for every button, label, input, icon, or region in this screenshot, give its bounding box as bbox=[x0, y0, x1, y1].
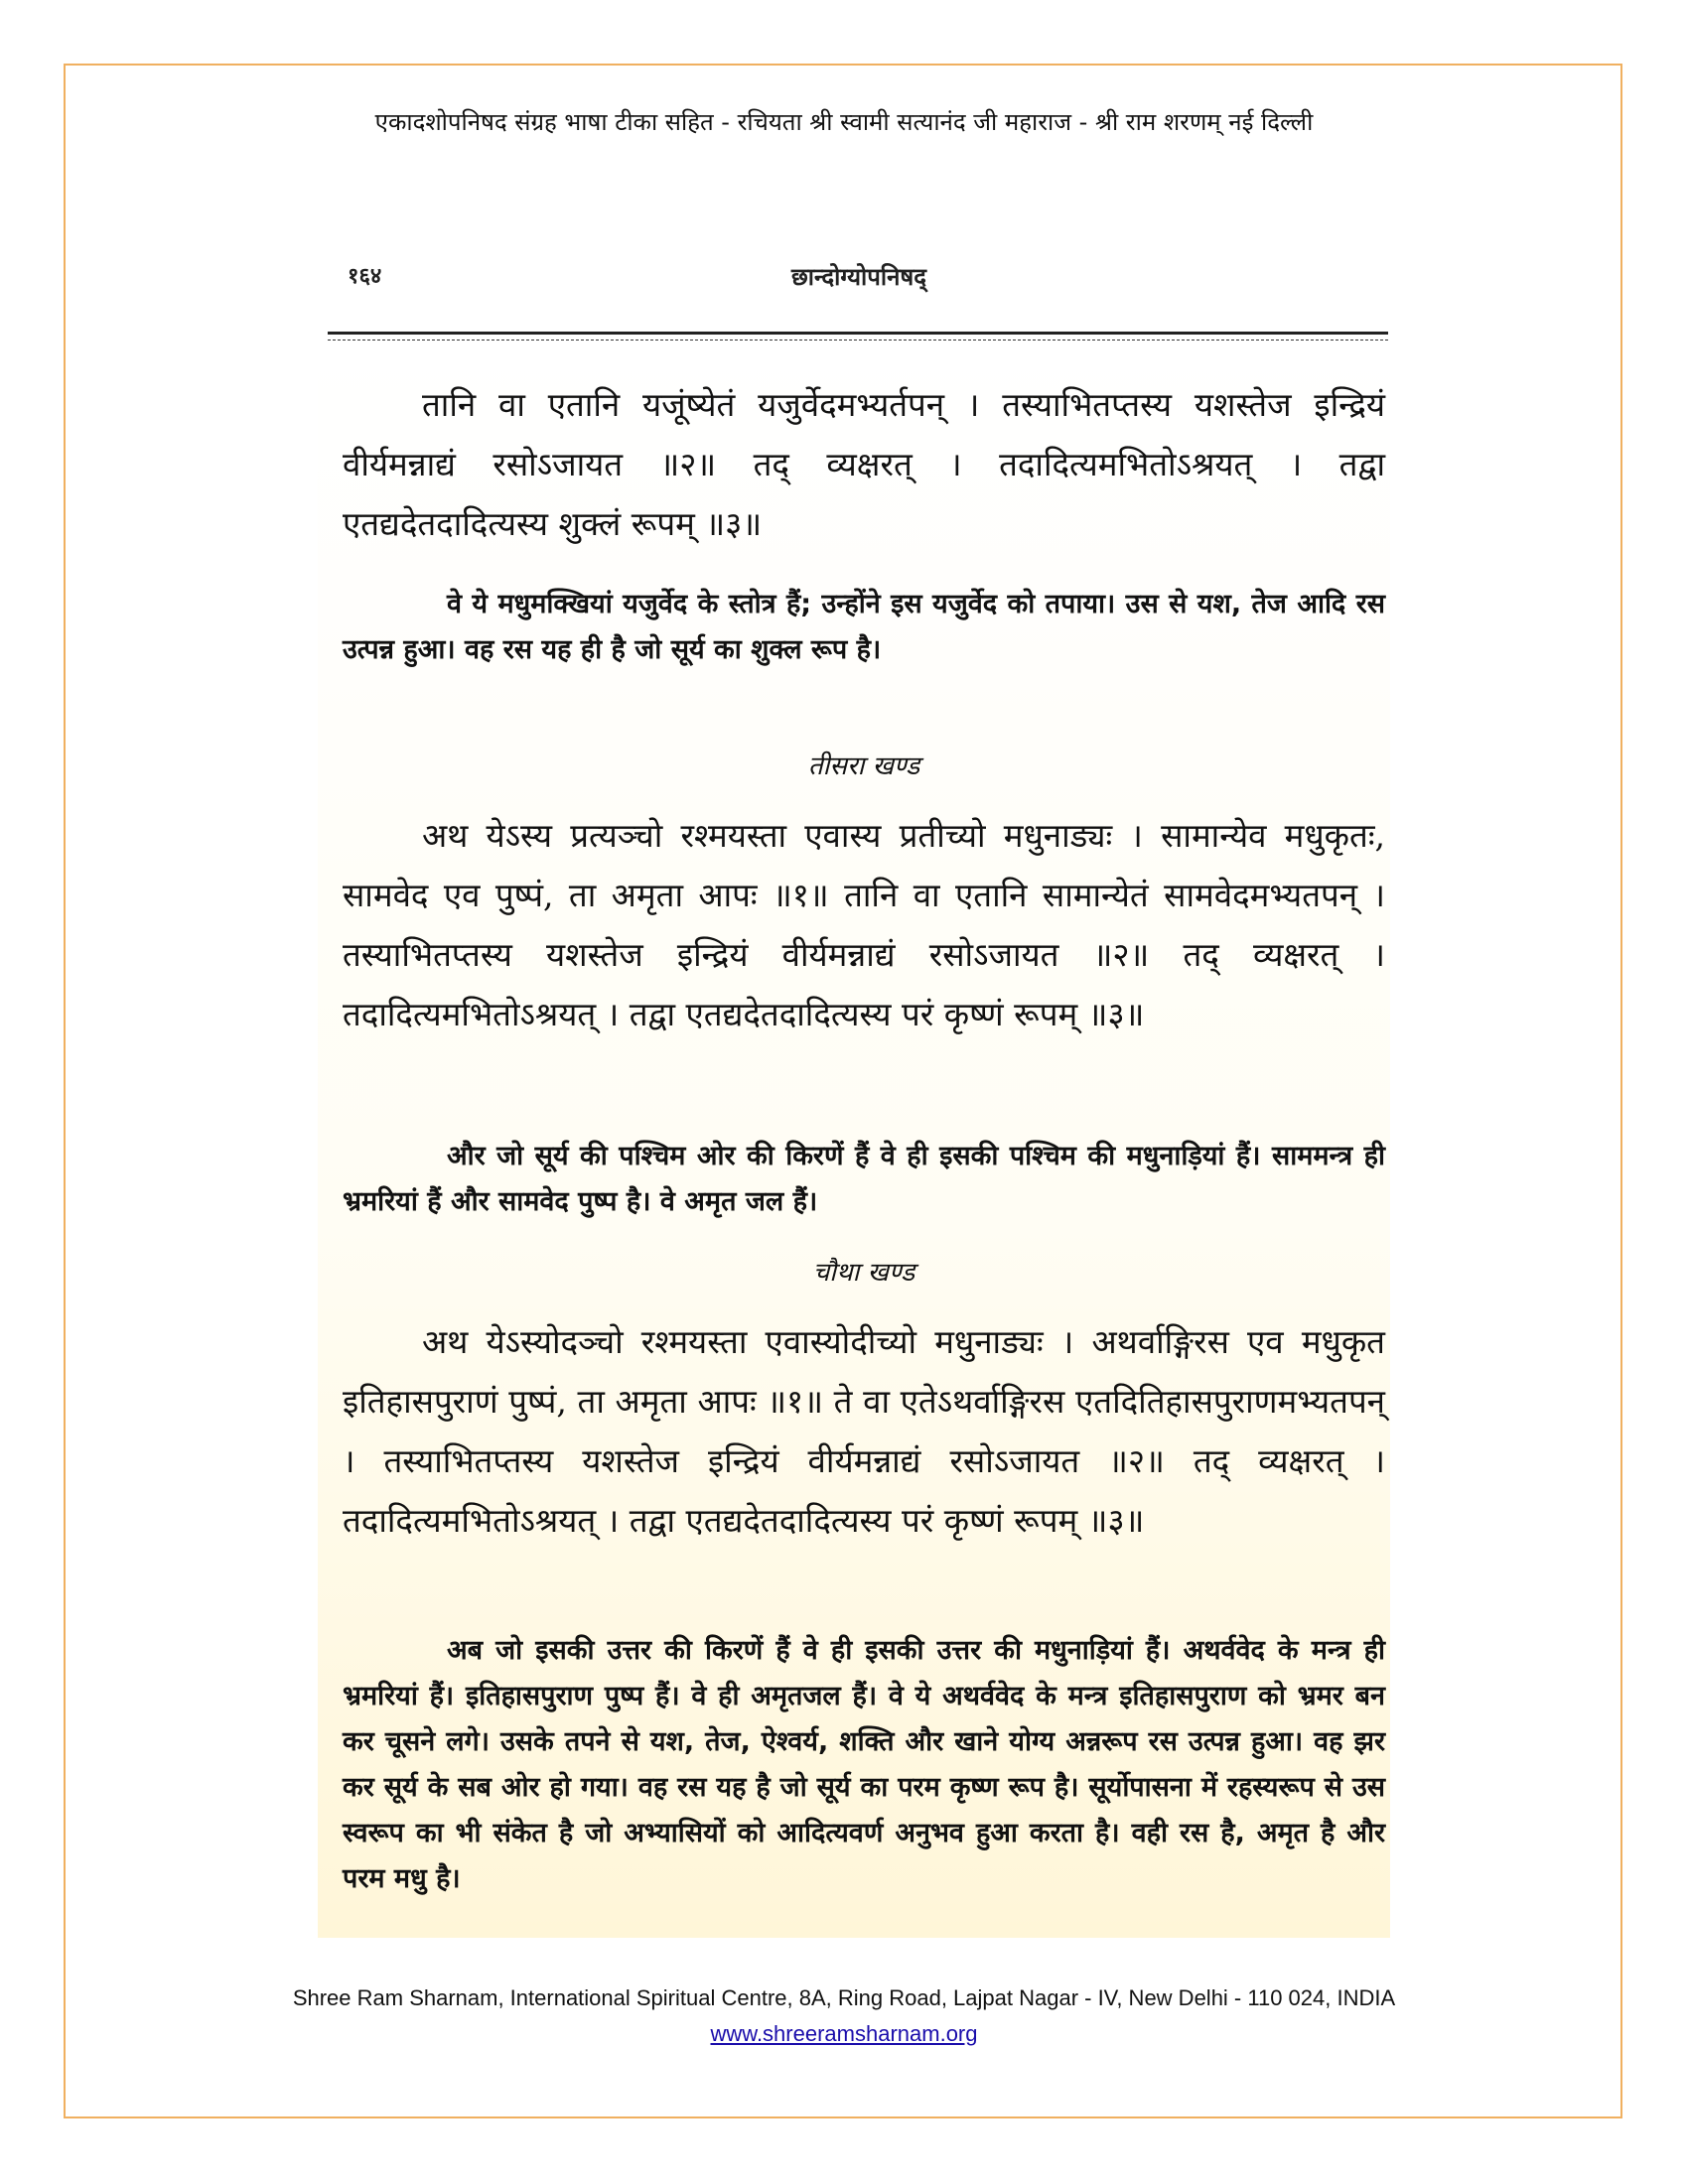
section-heading-4: चौथा खण्ड bbox=[812, 1258, 915, 1288]
header-rule-dashed bbox=[328, 340, 1388, 341]
hindi-translation-block-3: अब जो इसकी उत्तर की किरणें हैं वे ही इसकी उत्तर की मधुनाड़ियां हैं। अथर्ववेद के मन्त्र ही भ्रमरियां हैं। इतिहासपुराण पुष्प हैं। वे ही अमृतजल हैं। वे ये अथर्ववेद के मन्त्र इतिहासपुराण को भ्रमर बन कर चूसने लगे। उसके तपने से यश, तेज, ऐश्वर्य, शक्ति और खाने योग्य अन्नरूप रस उत्पन्न हुआ। वह झर कर सूर्य के सब ओर हो गया। वह रस यह है जो सूर्य का परम कृष्ण रूप है। सूर्योपासना में रहस्यरूप से उस स्वरूप का भी संकेत है जो अभ्यासियों को आदित्यवर्ण अनुभव हुआ करता है। वही रस है, अमृत है और परम मधु है। bbox=[343, 1635, 1385, 1894]
header-rule bbox=[328, 332, 1388, 335]
hindi-translation-block-2: और जो सूर्य की पश्चिम ओर की किरणें हैं वे ही इसकी पश्चिम की मधुनाड़ियां हैं। साममन्त्र ही भ्रमरियां हैं और सामवेद पुष्प है। वे अमृत जल हैं। bbox=[343, 1141, 1385, 1217]
footer-website bbox=[0, 2021, 1688, 2047]
sanskrit-verse-block-1: तानि वा एतानि यजूंष्येतं यजुर्वेदमभ्यर्तपन् । तस्याभितप्तस्य यशस्तेज इन्द्रियं वीर्यमन्नाद्यं रसोऽजायत ॥२॥ तद् व्यक्षरत् । तदादित्यमभितोऽश्रयत् । तद्वा एतद्यदेतदादित्यस्य शुक्लं रूपम् ॥३॥ bbox=[343, 385, 1385, 543]
page-number: १६४ bbox=[348, 264, 382, 289]
page-title: छान्दोग्योपनिषद् bbox=[790, 263, 927, 291]
sanskrit-verse-block-3: अथ येऽस्योदञ्चो रश्मयस्ता एवास्योदीच्यो मधुनाड्यः । अथर्वाङ्गिरस एव मधुकृत इतिहासपुराणं पुष्पं, ता अमृता आपः ॥१॥ ते वा एतेऽथर्वाङ्गिरस एतदितिहासपुराणमभ्यतपन् । तस्याभितप्तस्य यशस्तेज इन्द्रियं वीर्यमन्नाद्यं रसोऽजायत ॥२॥ तद् व्यक्षरत् । तदादित्यमभितोऽश्रयत् । तद्वा एतद्यदेतदादित्यस्य परं कृष्णं रूपम् ॥३॥ bbox=[343, 1322, 1385, 1540]
hindi-translation-block-1: वे ये मधुमक्खियां यजुर्वेद के स्तोत्र हैं; उन्होंने इस यजुर्वेद को तपाया। उस से यश, तेज आदि रस उत्पन्न हुआ। वह रस यह ही है जो सूर्य का शुक्ल रूप है। bbox=[343, 589, 1385, 665]
section-heading-3: तीसरा खण्ड bbox=[807, 751, 920, 781]
website-link[interactable]: www.shreeramsharnam.org bbox=[710, 2021, 978, 2046]
running-header: एकादशोपनिषद संग्रह भाषा टीका सहित - रचियता श्री स्वामी सत्यानंद जी महाराज - श्री राम शरणम् नई दिल्ली bbox=[374, 108, 1314, 136]
footer-address: Shree Ram Sharnam, International Spiritual Centre, 8A, Ring Road, Lajpat Nagar - IV, New Delhi - 110 024, INDIA bbox=[292, 1985, 1396, 2010]
page-head bbox=[338, 260, 1380, 300]
sanskrit-verse-block-2: अथ येऽस्य प्रत्यञ्चो रश्मयस्ता एवास्य प्रतीच्यो मधुनाड्यः । सामान्येव मधुकृतः, सामवेद एव पुष्पं, ता अमृता आपः ॥१॥ तानि वा एतानि सामान्येतं सामवेदमभ्यतपन् । तस्याभितप्तस्य यशस्तेज इन्द्रियं वीर्यमन्नाद्यं रसोऽजायत ॥२॥ तद् व्यक्षरत् । तदादित्यमभितोऽश्रयत् । तद्वा एतद्यदेतदादित्यस्य परं कृष्णं रूपम् ॥३॥ bbox=[343, 816, 1385, 1033]
